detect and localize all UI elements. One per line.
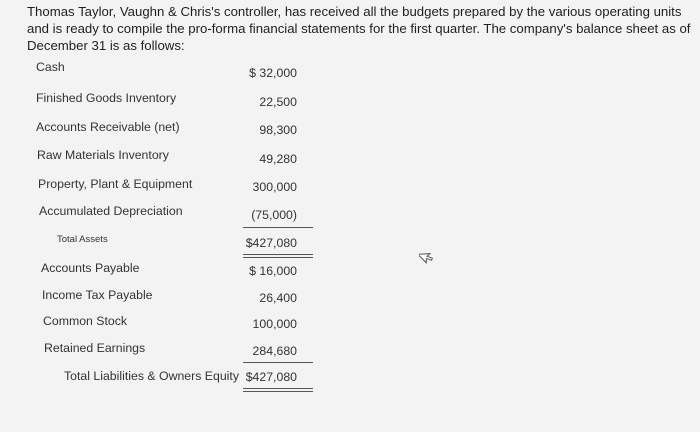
- label-total-liabilities-equity: Total Liabilities & Owners Equity: [64, 369, 239, 383]
- problem-intro: Thomas Taylor, Vaughn & Chris's controller, has received all the budgets prepared by the various operating units and is ready to compile the pro-forma financial statements for the first quarter. The company's balance sheet as of December 31 is as follows:: [27, 4, 691, 53]
- amount-raw-materials: 49,280: [259, 152, 297, 166]
- label-raw-materials: Raw Materials Inventory: [37, 148, 169, 162]
- mouse-pointer-icon: [419, 246, 435, 264]
- label-common-stock: Common Stock: [43, 314, 128, 328]
- label-total-assets: Total Assets: [57, 234, 108, 245]
- double-rule-total-assets: [243, 254, 313, 255]
- label-ppe: Property, Plant & Equipment: [38, 177, 193, 191]
- amount-ppe: 300,000: [252, 180, 297, 194]
- amount-accumulated-depreciation: (75,000): [251, 208, 297, 222]
- label-retained-earnings: Retained Earnings: [44, 341, 146, 355]
- double-rule-total-liabilities: [243, 388, 313, 389]
- amount-retained-earnings: 284,680: [252, 344, 297, 358]
- amount-total-liabilities-equity: $427,080: [245, 370, 297, 384]
- amount-accounts-payable: $ 16,000: [249, 264, 297, 278]
- label-accounts-payable: Accounts Payable: [41, 261, 140, 275]
- amount-finished-goods: 22,500: [259, 95, 297, 109]
- subtotal-rule-assets: [243, 227, 313, 228]
- amount-accounts-receivable: 98,300: [259, 123, 297, 137]
- label-accounts-receivable: Accounts Receivable (net): [36, 120, 180, 134]
- subtotal-rule-liabilities: [243, 362, 313, 363]
- amount-total-assets: $427,080: [245, 236, 297, 250]
- amount-income-tax-payable: 26,400: [259, 291, 297, 305]
- label-finished-goods: Finished Goods Inventory: [36, 91, 177, 105]
- amount-cash: $ 32,000: [249, 66, 297, 80]
- label-income-tax-payable: Income Tax Payable: [42, 288, 153, 302]
- label-accumulated-depreciation: Accumulated Depreciation: [39, 204, 183, 218]
- label-cash: Cash: [36, 60, 65, 74]
- amount-common-stock: 100,000: [252, 317, 297, 331]
